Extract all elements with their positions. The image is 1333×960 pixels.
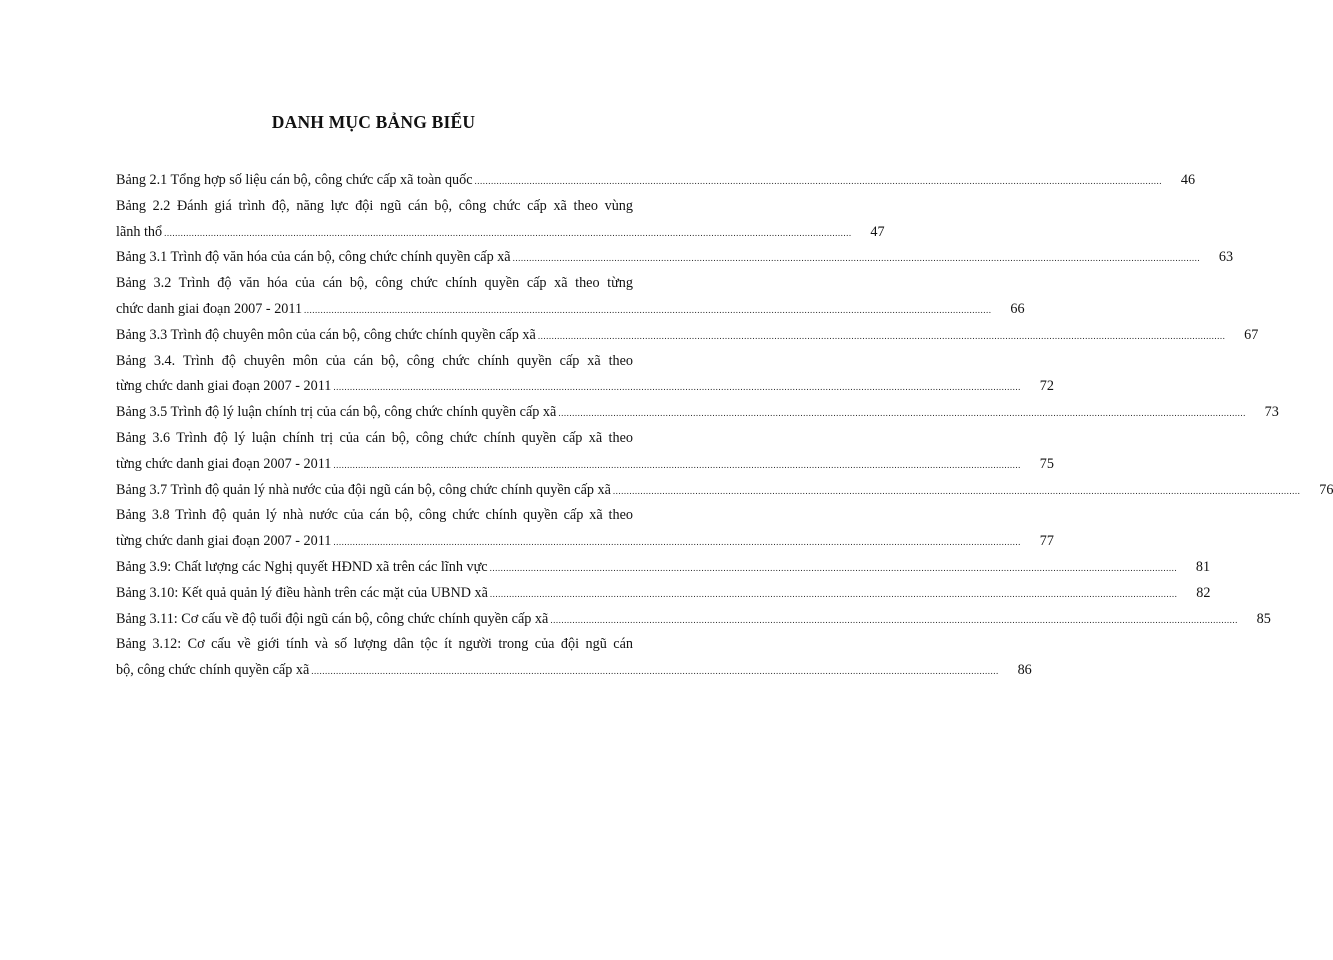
table-list <box>116 168 1333 684</box>
dot-leader <box>304 298 992 324</box>
toc-entry-page-number: 47 <box>870 223 885 240</box>
toc-entry[interactable] <box>116 478 1333 504</box>
toc-entry[interactable] <box>116 271 1025 323</box>
toc-entry-last-line <box>116 555 1211 581</box>
page-title: DANH MỤC BẢNG BIỂU <box>271 112 476 132</box>
dot-leader <box>513 246 1201 272</box>
toc-entry-page-number: 46 <box>1180 172 1196 188</box>
toc-entry-page-number: 67 <box>1244 326 1259 343</box>
toc-entry-title-line: Bảng 3.2 Trình độ văn hóa của cán bộ, công chức chính quyền cấp xã theo từng <box>116 275 633 292</box>
toc-entry-page-number: 86 <box>1017 662 1032 679</box>
toc-entry-page-number: 73 <box>1264 404 1279 421</box>
toc-entry-last-line <box>116 245 1234 271</box>
toc-entry-title: Bảng 2.1 Tổng hợp số liệu cán bộ, công chức cấp xã toàn quốc <box>116 172 473 188</box>
toc-entry-title: Bảng 3.1 Trình độ văn hóa của cán bộ, công chức chính quyền cấp xã <box>116 249 511 266</box>
toc-entry-page-number: 63 <box>1218 249 1234 266</box>
toc-entry-title: bộ, công chức chính quyền cấp xã <box>116 662 310 679</box>
toc-entry-title: Bảng 3.10: Kết quả quản lý điều hành trên các mặt của UBND xã <box>116 584 488 601</box>
toc-entry[interactable] <box>116 168 1196 194</box>
toc-entry-last-line <box>116 400 1279 426</box>
toc-entry[interactable] <box>116 581 1211 607</box>
toc-entry-last-line <box>116 452 1054 478</box>
toc-entry-title: Bảng 3.7 Trình độ quản lý nhà nước của đội ngũ cán bộ, công chức chính quyền cấp xã <box>116 481 611 498</box>
toc-entry-title: Bảng 3.3 Trình độ chuyên môn của cán bộ, công chức chính quyền cấp xã <box>116 326 536 343</box>
toc-entry-title: từng chức danh giai đoạn 2007 - 2011 <box>116 455 332 472</box>
toc-entry-page-number: 85 <box>1256 610 1271 627</box>
toc-entry-title: Bảng 3.9: Chất lượng các Nghị quyết HĐND xã trên các lĩnh vực <box>116 558 488 575</box>
toc-entry-last-line <box>116 607 1271 633</box>
toc-entry-title-line: Bảng 3.6 Trình độ lý luận chính trị của cán bộ, công chức chính quyền cấp xã theo <box>116 429 633 446</box>
toc-entry-title: từng chức danh giai đoạn 2007 - 2011 <box>116 378 332 395</box>
toc-entry-last-line <box>116 374 1054 400</box>
dot-leader <box>550 608 1238 634</box>
toc-entry-last-line <box>116 581 1211 607</box>
toc-entry-page-number: 82 <box>1196 584 1211 601</box>
toc-entry-page-number: 77 <box>1039 533 1054 550</box>
dot-leader <box>333 375 1021 401</box>
toc-entry-page-number: 76 <box>1319 481 1333 498</box>
toc-entry-last-line <box>116 168 1196 194</box>
toc-entry-last-line <box>116 323 1259 349</box>
toc-entry[interactable] <box>116 349 1054 401</box>
toc-entry-title-line: Bảng 2.2 Đánh giá trình độ, năng lực đội ngũ cán bộ, công chức cấp xã theo vùng <box>116 197 633 214</box>
toc-entry-title: chức danh giai đoạn 2007 - 2011 <box>116 300 303 317</box>
dot-leader <box>490 582 1178 608</box>
toc-entry-title: Bảng 3.5 Trình độ lý luận chính trị của cán bộ, công chức chính quyền cấp xã <box>116 404 557 421</box>
toc-entry-page-number: 66 <box>1010 300 1025 317</box>
toc-entry[interactable] <box>116 426 1054 478</box>
toc-entry[interactable] <box>116 607 1271 633</box>
toc-entry-title: lãnh thổ <box>116 223 163 240</box>
toc-entry-last-line <box>116 529 1054 555</box>
toc-entry-last-line <box>116 220 885 246</box>
dot-leader <box>333 530 1021 556</box>
toc-entry-last-line <box>116 297 1025 323</box>
toc-entry-title-line: Bảng 3.12: Cơ cấu về giới tính và số lượng dân tộc ít người trong của đội ngũ cán <box>116 636 633 653</box>
toc-entry-page-number: 75 <box>1039 455 1054 472</box>
dot-leader <box>490 556 1178 582</box>
toc-entry[interactable] <box>116 194 885 246</box>
dot-leader <box>164 221 852 247</box>
toc-entry-title-line: Bảng 3.8 Trình độ quản lý nhà nước của cán bộ, công chức chính quyền cấp xã theo <box>116 507 633 524</box>
toc-entry-last-line <box>116 478 1333 504</box>
toc-entry-page-number: 81 <box>1195 558 1211 575</box>
toc-entry[interactable] <box>116 323 1259 349</box>
toc-entry[interactable] <box>116 555 1211 581</box>
toc-entry-title-line: Bảng 3.4. Trình độ chuyên môn của cán bộ, công chức chính quyền cấp xã theo <box>116 352 633 369</box>
dot-leader <box>538 324 1226 350</box>
toc-entry[interactable] <box>116 400 1279 426</box>
dot-leader <box>558 401 1246 427</box>
toc-entry-title: từng chức danh giai đoạn 2007 - 2011 <box>116 533 332 550</box>
dot-leader <box>613 479 1301 505</box>
toc-entry-last-line <box>116 658 1032 684</box>
toc-entry[interactable] <box>116 632 1032 684</box>
toc-entry[interactable] <box>116 503 1054 555</box>
toc-entry-title: Bảng 3.11: Cơ cấu về độ tuổi đội ngũ cán bộ, công chức chính quyền cấp xã <box>116 610 549 627</box>
dot-leader <box>333 453 1021 479</box>
dot-leader <box>311 659 999 685</box>
toc-entry-page-number: 72 <box>1039 378 1054 395</box>
dot-leader <box>475 169 1163 195</box>
toc-entry[interactable] <box>116 245 1234 271</box>
